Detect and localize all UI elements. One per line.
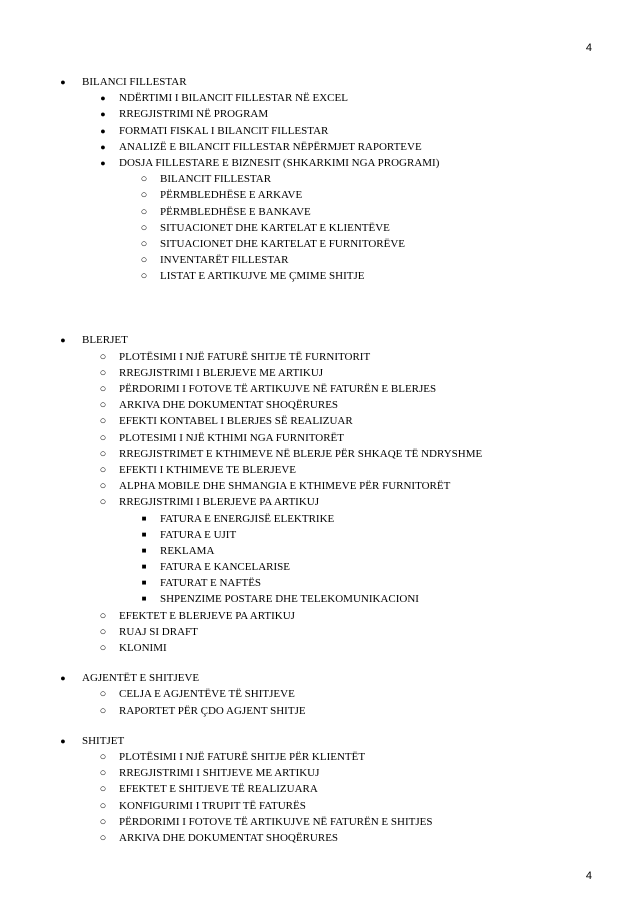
sub-list-item (0, 559, 638, 575)
sub-list-item-text: BILANCIT FILLESTAR (160, 173, 272, 186)
sub-list-item (0, 204, 638, 220)
bullet-circle-icon: ○ (99, 815, 107, 828)
page-number-bottom: 4 (585, 870, 592, 882)
sub-list-item (0, 591, 638, 607)
list-item-text: EFEKTI KONTABEL I BLERJES SË REALIZUAR (119, 415, 353, 428)
list-item (0, 349, 638, 365)
bullet-square-icon: ■ (141, 578, 147, 588)
bullet-circle-icon: ○ (99, 447, 107, 460)
list-item (0, 106, 638, 122)
list-item-text: KONFIGURIMI I TRUPIT TË FATURËS (119, 799, 306, 812)
sub-list-item-text: PËRMBLEDHËSE E ARKAVE (160, 189, 303, 202)
bullet-circle-icon: ○ (140, 173, 148, 186)
bullet-square-icon: ■ (141, 562, 147, 572)
sub-list-item-text: FATURA E UJIT (160, 528, 237, 541)
sub-list-item (0, 236, 638, 252)
sub-list-item (0, 220, 638, 236)
sub-list-item (0, 268, 638, 284)
bullet-circle-icon: ○ (99, 415, 107, 428)
sub-list-item-text: FATURAT E NAFTËS (160, 577, 262, 590)
bullet-disc-icon: ● (60, 735, 66, 746)
bullet-circle-icon: ○ (99, 383, 107, 395)
sub-list-item-text: FATURA E KANCELARISE (160, 561, 290, 574)
bullet-circle-icon: ○ (99, 688, 107, 701)
bullet-circle-icon: ○ (99, 480, 107, 493)
bullet-circle-icon: ○ (99, 399, 107, 412)
list-item (0, 686, 638, 702)
list-item (0, 608, 638, 624)
list-item (0, 798, 638, 814)
list-item (0, 413, 638, 429)
list-item-text: ALPHA MOBILE DHE SHMANGIA E KTHIMEVE PËR FURNITORËT (119, 480, 451, 493)
list-item-text: EFEKTET E SHITJEVE TË REALIZUARA (119, 783, 318, 796)
list-item (0, 703, 638, 719)
bullet-circle-icon: ○ (140, 205, 148, 218)
list-item (0, 123, 638, 139)
bullet-circle-icon: ○ (140, 254, 148, 267)
sub-list-item-text: SITUACIONET DHE KARTELAT E FURNITORËVE (160, 237, 405, 250)
list-item (0, 397, 638, 413)
list-item (0, 781, 638, 797)
bullet-disc-icon: ● (100, 109, 106, 120)
sub-list-item (0, 187, 638, 203)
bullet-disc-icon: ● (100, 141, 106, 152)
section-bilanci-fillestar (0, 74, 638, 90)
bullet-disc-icon: ● (60, 335, 66, 346)
list-item-text: PËRDORIMI I FOTOVE TË ARTIKUJVE NË FATURËN E BLERJES (119, 383, 437, 395)
bullet-circle-icon: ○ (140, 237, 148, 250)
list-item (0, 90, 638, 106)
list-item-text: KLONIMI (119, 642, 167, 654)
bullet-disc-icon: ● (100, 125, 106, 136)
list-item (0, 430, 638, 446)
list-item (0, 462, 638, 478)
section-spacer (0, 719, 638, 733)
sub-list-item (0, 171, 638, 187)
section-blerjet (0, 332, 638, 348)
bullet-circle-icon: ○ (99, 767, 107, 780)
sub-list-item-text: INVENTARËT FILLESTAR (160, 254, 289, 267)
bullet-circle-icon: ○ (99, 431, 107, 444)
list-item (0, 830, 638, 846)
list-item (0, 365, 638, 381)
bullet-disc-icon: ● (100, 157, 106, 168)
list-item-text: PLOTËSIMI I NJË FATURË SHITJE PËR KLIENTËT (119, 750, 366, 763)
sub-list-item-text: SHPENZIME POSTARE DHE TELEKOMUNIKACIONI (160, 593, 419, 606)
list-item-text: RREGJISTRIMI I SHITJEVE ME ARTIKUJ (119, 767, 320, 780)
sub-list-item-text: LISTAT E ARTIKUJVE ME ÇMIME SHITJE (160, 270, 365, 283)
section-spacer (0, 284, 638, 332)
sub-list-item (0, 527, 638, 543)
list-item (0, 139, 638, 155)
list-item (0, 814, 638, 830)
section-title: SHITJET (82, 734, 125, 747)
list-item-text: DOSJA FILLESTARE E BIZNESIT (SHKARKIMI NGA PROGRAMI) (119, 156, 440, 169)
bullet-circle-icon: ○ (99, 609, 107, 622)
list-item-text: RUAJ SI DRAFT (119, 625, 198, 638)
list-item-text: PËRDORIMI I FOTOVE TË ARTIKUJVE NË FATURËN E SHITJES (119, 815, 433, 828)
bullet-disc-icon: ● (100, 93, 106, 104)
bullet-circle-icon: ○ (99, 642, 107, 654)
bullet-circle-icon: ○ (99, 831, 107, 844)
bullet-circle-icon: ○ (140, 189, 148, 202)
bullet-circle-icon: ○ (99, 366, 107, 379)
list-item-text: RREGJISTRIMI I BLERJEVE PA ARTIKUJ (119, 496, 320, 509)
list-item-text: EFEKTI I KTHIMEVE TE BLERJEVE (119, 463, 296, 476)
list-item (0, 155, 638, 171)
list-item-text: EFEKTET E BLERJEVE PA ARTIKUJ (119, 609, 295, 622)
list-item (0, 624, 638, 640)
section-title: AGJENTËT E SHITJEVE (82, 672, 200, 685)
bullet-square-icon: ■ (141, 594, 147, 604)
bullet-square-icon: ■ (141, 545, 147, 555)
list-item-text: PLOTËSIMI I NJË FATURË SHITJE TË FURNITORIT (119, 350, 371, 363)
section-title: BILANCI FILLESTAR (82, 76, 187, 88)
sub-list-item-text: PËRMBLEDHËSE E BANKAVE (160, 205, 311, 218)
page-number-top: 4 (585, 42, 592, 54)
list-item (0, 749, 638, 765)
bullet-circle-icon: ○ (140, 270, 148, 283)
document-outline (0, 74, 638, 846)
list-item-text: CELJA E AGJENTËVE TË SHITJEVE (119, 688, 295, 701)
list-item (0, 640, 638, 656)
section-title: BLERJET (82, 334, 128, 347)
list-item (0, 446, 638, 462)
list-item-text: ARKIVA DHE DOKUMENTAT SHOQËRURES (119, 399, 339, 412)
bullet-circle-icon: ○ (99, 496, 107, 509)
bullet-circle-icon: ○ (99, 783, 107, 796)
section-shitjet (0, 733, 638, 749)
list-item (0, 765, 638, 781)
list-item (0, 478, 638, 494)
sub-list-item (0, 511, 638, 527)
bullet-disc-icon: ● (60, 673, 66, 684)
bullet-disc-icon: ● (60, 77, 66, 87)
bullet-circle-icon: ○ (99, 799, 107, 812)
sub-list-item (0, 543, 638, 559)
sub-list-item (0, 252, 638, 268)
bullet-circle-icon: ○ (99, 625, 107, 638)
bullet-circle-icon: ○ (99, 463, 107, 476)
sub-list-item (0, 575, 638, 591)
list-item (0, 494, 638, 510)
sub-list-item-text: REKLAMA (160, 544, 215, 557)
list-item-text: NDËRTIMI I BILANCIT FILLESTAR NË EXCEL (119, 92, 348, 105)
list-item-text: PLOTESIMI I NJË KTHIMI NGA FURNITORËT (119, 431, 344, 444)
list-item-text: ANALIZË E BILANCIT FILLESTAR NËPËRMJET RAPORTEVE (119, 140, 422, 153)
bullet-square-icon: ■ (141, 513, 147, 523)
list-item-text: FORMATI FISKAL I BILANCIT FILLESTAR (119, 124, 329, 137)
list-item-text: RAPORTET PËR ÇDO AGJENT SHITJE (119, 704, 306, 717)
list-item-text: RREGJISTRIMI NË PROGRAM (119, 108, 269, 121)
bullet-circle-icon: ○ (140, 221, 148, 234)
section-spacer (0, 656, 638, 670)
bullet-circle-icon: ○ (99, 350, 107, 363)
bullet-square-icon: ■ (141, 529, 147, 539)
list-item-text: RREGJISTRIMET E KTHIMEVE NË BLERJE PËR SHKAQE TË NDRYSHME (119, 447, 483, 460)
bullet-circle-icon: ○ (99, 704, 107, 717)
sub-list-item-text: SITUACIONET DHE KARTELAT E KLIENTËVE (160, 221, 390, 234)
list-item (0, 381, 638, 397)
bullet-circle-icon: ○ (99, 750, 107, 763)
section-agjentet-e-shitjeve (0, 670, 638, 686)
sub-list-item-text: FATURA E ENERGJISË ELEKTRIKE (160, 512, 335, 525)
list-item-text: ARKIVA DHE DOKUMENTAT SHOQËRURES (119, 831, 339, 844)
list-item-text: RREGJISTRIMI I BLERJEVE ME ARTIKUJ (119, 366, 324, 379)
